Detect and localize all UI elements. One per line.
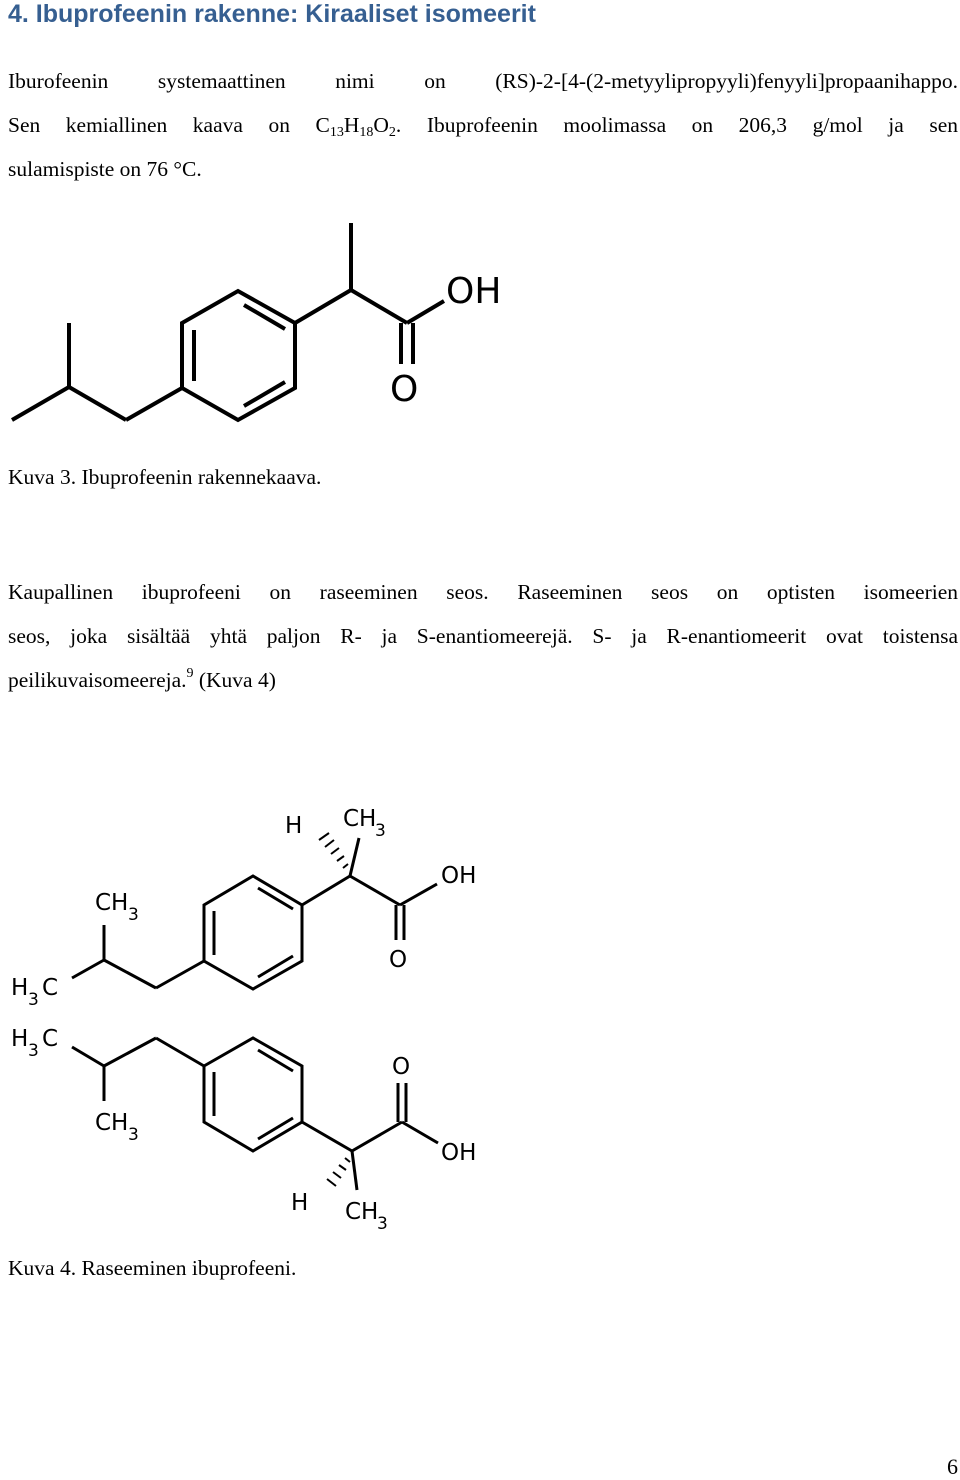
svg-text:3: 3	[28, 990, 39, 1010]
racemic-line-3: peilikuvaisomeereja.$^9$ (Kuva 4)	[8, 666, 276, 692]
svg-text:3: 3	[128, 905, 139, 925]
svg-text:CH: CH	[95, 1110, 129, 1136]
racemic-ibuprofen-diagram	[0, 795, 960, 1235]
svg-text:H: H	[285, 813, 303, 839]
svg-text:3: 3	[28, 1041, 39, 1061]
svg-text:OH: OH	[441, 863, 477, 889]
h3c-upper-h: H	[11, 975, 29, 1001]
enantiomer-lower	[11, 1026, 476, 1234]
ibuprofen-structure-diagram	[0, 210, 960, 425]
svg-text:CH: CH	[345, 1199, 379, 1225]
section-heading: 4. Ibuprofeenin rakenne: Kiraaliset isomeerit	[8, 0, 536, 28]
svg-text:3: 3	[128, 1125, 139, 1145]
hydroxyl-label: OH	[446, 271, 502, 312]
svg-text:CH: CH	[95, 890, 129, 916]
svg-text:OH: OH	[441, 1140, 477, 1166]
systematic-name-line: Iburofeenin systemaattinen nimi on (RS)-2-[4-(2-metyylipropyyli)fenyyli]propaanihappo.	[8, 69, 958, 93]
enantiomer-upper	[11, 806, 476, 1010]
paragraph-intro	[8, 59, 958, 191]
page-number: 6	[947, 1454, 958, 1479]
paragraph-racemic	[8, 570, 958, 702]
svg-text:C: C	[42, 975, 59, 1001]
svg-text:3: 3	[375, 821, 386, 841]
racemic-line-1: Kaupallinen ibuprofeeni on raseeminen seos. Raseeminen seos on optisten isomeerien	[8, 580, 958, 604]
reference-9: 9	[186, 666, 194, 681]
svg-text:O: O	[389, 947, 408, 973]
figure3-caption: Kuva 3. Ibuprofeenin rakennekaava.	[8, 465, 322, 489]
svg-text:H: H	[291, 1190, 309, 1216]
formula-line: Sen kemiallinen kaava on $C_{13}H_{18}O_2$. Ibuprofeenin moolimassa on 206,3 g/mol ja sen	[8, 113, 958, 140]
svg-text:O: O	[392, 1054, 411, 1080]
carbonyl-oxygen-label: O	[390, 369, 419, 410]
figure4-caption: Kuva 4. Raseeminen ibuprofeeni.	[8, 1256, 297, 1280]
svg-text:H: H	[11, 1026, 29, 1052]
svg-text:3: 3	[377, 1214, 388, 1234]
svg-text:CH: CH	[343, 806, 377, 832]
melting-point-line: sulamispiste on 76 °C.	[8, 157, 202, 181]
racemic-line-2: seos, joka sisältää yhtä paljon R- ja S-enantiomeerejä. S- ja R-enantiomeerit ovat toistensa	[8, 624, 958, 648]
svg-text:C: C	[42, 1026, 59, 1052]
